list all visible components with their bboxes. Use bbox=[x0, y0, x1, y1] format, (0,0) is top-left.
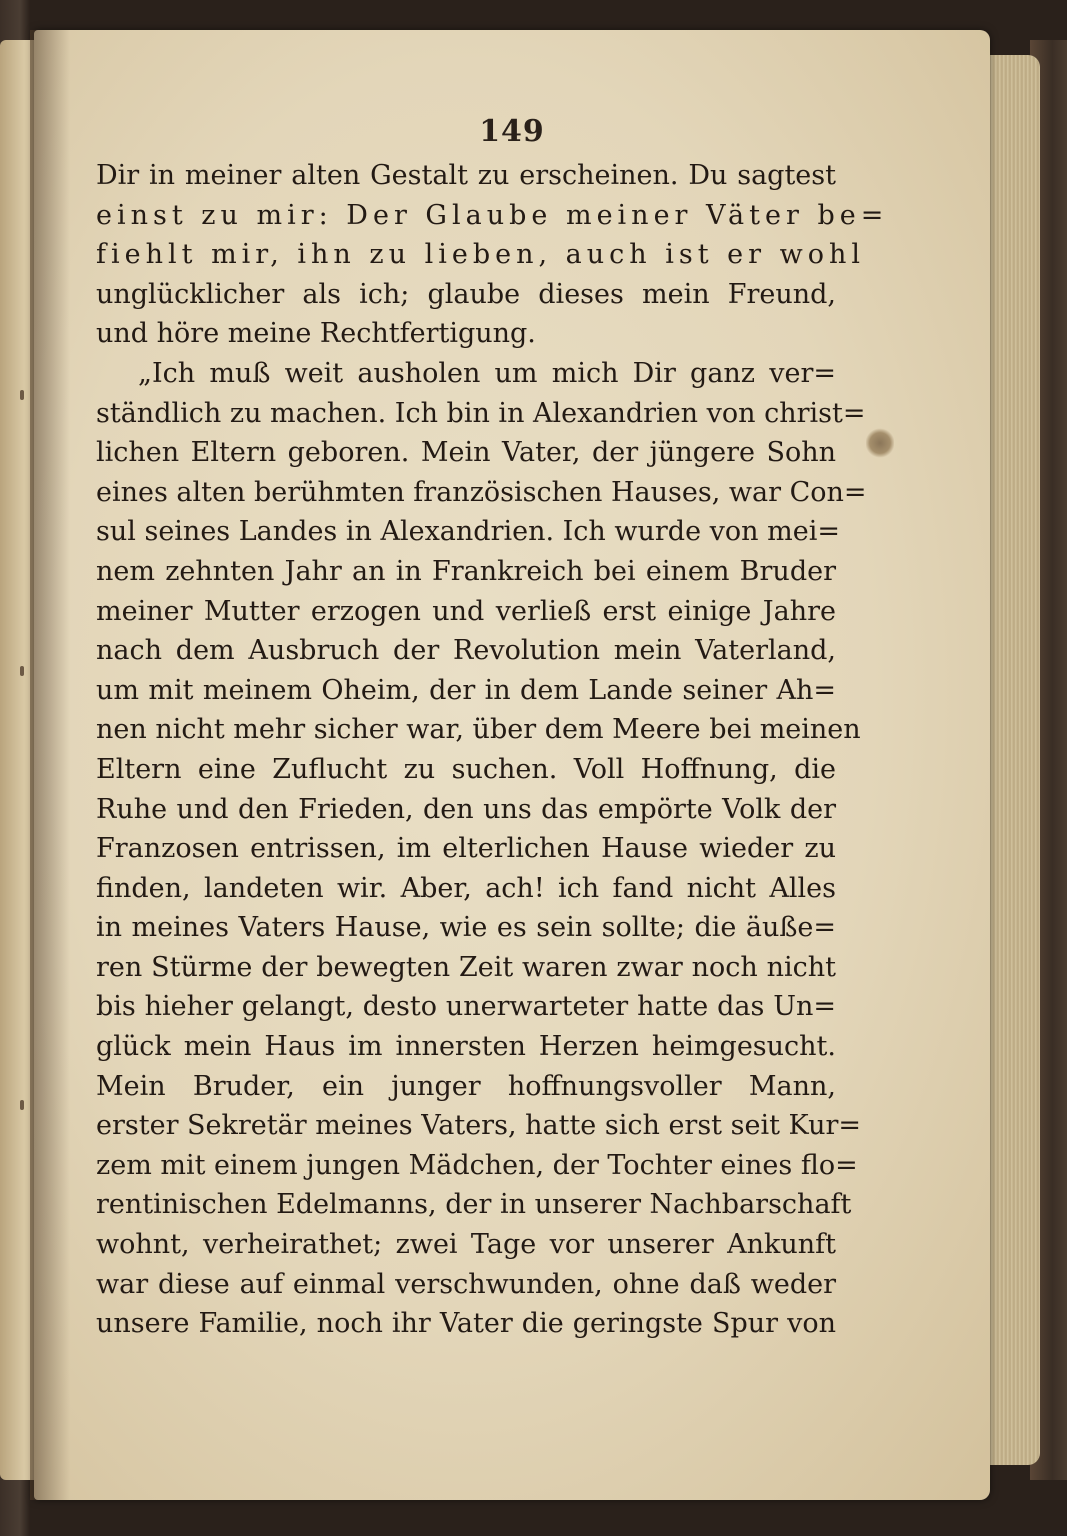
text-line: unsere Familie, noch ihr Vater die geringste Spur von bbox=[96, 1308, 836, 1340]
text-line: rentinischen Edelmanns, der in unserer Nachbarschaft bbox=[96, 1189, 852, 1221]
margin-speck bbox=[20, 666, 24, 676]
text-line: Ruhe und den Frieden, den uns das empörte Volk der bbox=[96, 793, 836, 825]
gutter-shadow bbox=[30, 30, 70, 1500]
text-line: erster Sekretär meines Vaters, hatte sich erst seit Kur= bbox=[96, 1110, 862, 1142]
margin-speck bbox=[20, 390, 24, 400]
text-line: ständlich zu machen. Ich bin in Alexandrien von christ= bbox=[96, 397, 866, 429]
text-line: Dir in meiner alten Gestalt zu erscheinen. Du sagtest bbox=[96, 160, 836, 191]
margin-speck bbox=[20, 1100, 24, 1110]
text-line: zem mit einem jungen Mädchen, der Tochter eines flo= bbox=[96, 1149, 858, 1181]
text-line: glück mein Haus im innersten Herzen heimgesucht. bbox=[96, 1031, 836, 1063]
text-line: fiehlt mir, ihn zu lieben, auch ist er wohl bbox=[96, 239, 866, 271]
page-stain bbox=[866, 428, 894, 458]
text-line: Mein Bruder, ein junger hoffnungsvoller Mann, bbox=[96, 1070, 836, 1102]
text-line: nem zehnten Jahr an in Frankreich bei einem Bruder bbox=[96, 555, 836, 587]
text-line: nach dem Ausbruch der Revolution mein Vaterland, bbox=[96, 635, 836, 667]
text-line: um mit meinem Oheim, der in dem Lande seiner Ah= bbox=[96, 674, 836, 706]
text-line: meiner Mutter erzogen und verließ erst einige Jahre bbox=[96, 595, 836, 627]
text-line: wohnt, verheirathet; zwei Tage vor unserer Ankunft bbox=[96, 1229, 836, 1261]
text-line: „Ich muß weit ausholen um mich Dir ganz ver= bbox=[138, 357, 836, 389]
text-line: bis hieher gelangt, desto unerwarteter hatte das Un= bbox=[96, 991, 836, 1023]
text-line: ren Stürme der bewegten Zeit waren zwar noch nicht bbox=[96, 951, 836, 983]
text-line: eines alten berühmten französischen Hauses, war Con= bbox=[96, 476, 867, 508]
text-line: lichen Eltern geboren. Mein Vater, der jüngere Sohn bbox=[96, 437, 836, 469]
page-text bbox=[96, 156, 889, 1344]
text-line: war diese auf einmal verschwunden, ohne daß weder bbox=[96, 1268, 836, 1300]
text-line: Eltern eine Zuflucht zu suchen. Voll Hoffnung, die bbox=[96, 753, 836, 785]
text-line: nen nicht mehr sicher war, über dem Meere bei meinen bbox=[96, 714, 861, 746]
text-line: sul seines Landes in Alexandrien. Ich wurde von mei= bbox=[96, 516, 840, 548]
text-line: finden, landeten wir. Aber, ach! ich fand nicht Alles bbox=[96, 872, 836, 904]
text-line: in meines Vaters Hause, wie es sein sollte; die äuße= bbox=[96, 912, 836, 944]
text-line: und höre meine Rechtfertigung. bbox=[96, 318, 536, 350]
page-number: 149 bbox=[479, 114, 545, 149]
text-line: einst zu mir: Der Glaube meiner Väter be= bbox=[96, 199, 889, 231]
page-edges bbox=[988, 55, 1040, 1465]
book-page bbox=[34, 30, 990, 1500]
text-line: Franzosen entrissen, im elterlichen Hause wieder zu bbox=[96, 833, 836, 865]
text-line: unglücklicher als ich; glaube dieses mein Freund, bbox=[96, 278, 836, 310]
